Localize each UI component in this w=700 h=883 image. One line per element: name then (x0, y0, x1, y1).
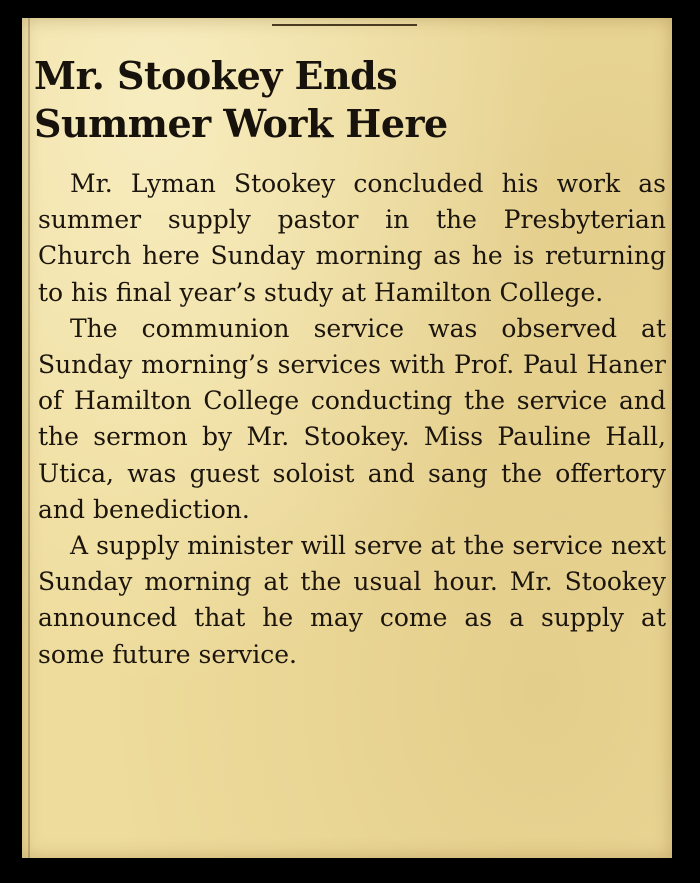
article-paragraph-2: The communion service was observed at Sunday morning’s services with Prof. Paul Haner of Hamilton College conducting the service and the sermon by Mr. Stookey. Miss Pauline Hall, Utica, was guest soloist and sang the offertory and benediction. (38, 313, 666, 524)
article-paragraph-1: Mr. Lyman Stookey concluded his work as summer supply pastor in the Presbyterian Church here Sunday morning as he is returning to his final year’s study at Hamilton College. (38, 169, 666, 307)
top-divider-rule (272, 24, 417, 26)
headline-line-2: Summer Work Here (34, 101, 448, 146)
headline-line-1: Mr. Stookey Ends (34, 53, 398, 98)
article-paragraph-3: A supply minister will serve at the service next Sunday morning at the usual hour. Mr. Stookey announced that he may come as a supply at some future service. (38, 531, 666, 669)
article-body (38, 166, 666, 673)
headline (34, 52, 448, 148)
newspaper-clipping (22, 18, 672, 858)
